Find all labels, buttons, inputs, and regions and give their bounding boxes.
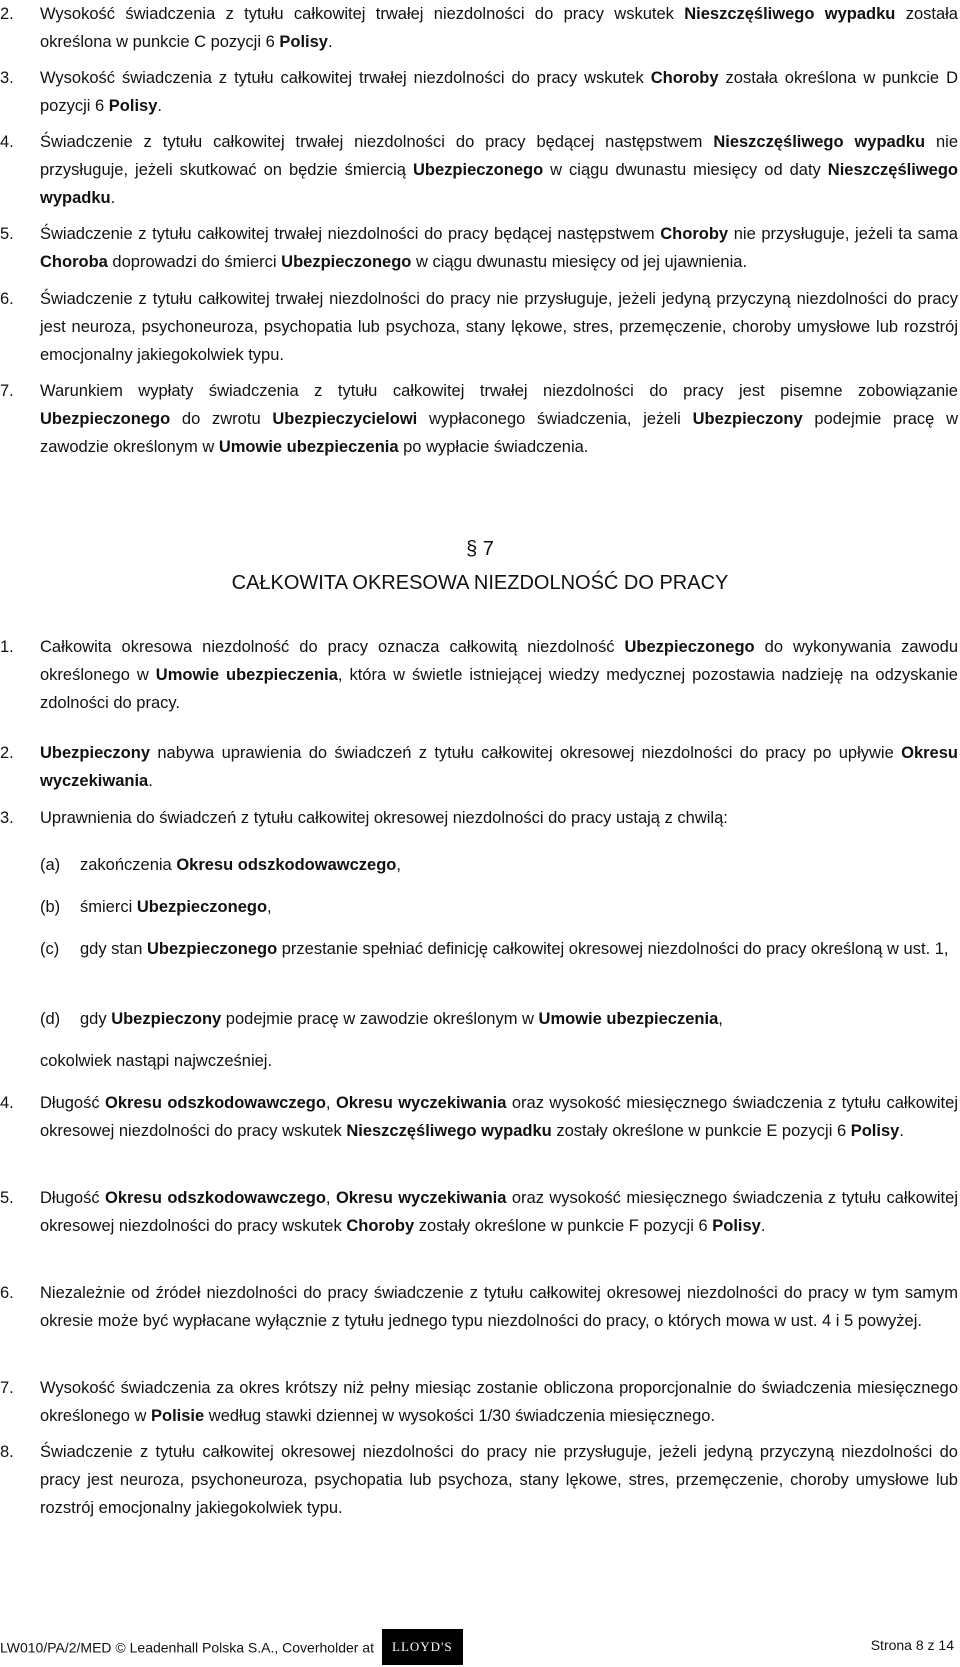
text-run: podejmie pracę w zawodzie określonym w bbox=[221, 1010, 539, 1028]
defined-term: Ubezpieczonego bbox=[146, 940, 278, 958]
text-run: do wykonywania zawodu określonego w bbox=[40, 638, 958, 684]
item-number: 5. bbox=[0, 225, 14, 243]
defined-term: Nieszczęśliwego wypadku bbox=[346, 1122, 552, 1140]
defined-term: Ubezpieczonego bbox=[624, 638, 755, 656]
text-run: zostały określone w punkcie F pozycji 6 bbox=[414, 1217, 713, 1235]
defined-term: Choroby bbox=[660, 225, 729, 243]
defined-term: Ubezpieczycielowi bbox=[272, 410, 418, 428]
text-run: wypłaconego świadczenia, jeżeli bbox=[417, 410, 693, 428]
sub-item-text bbox=[80, 935, 958, 963]
text-run: w ciągu dwunastu miesięcy od jej ujawnienia. bbox=[411, 253, 748, 271]
text-run: gdy stan bbox=[80, 940, 147, 958]
text-run: śmierci bbox=[80, 898, 137, 916]
defined-term: Ubezpieczonego bbox=[40, 410, 171, 428]
defined-term: Ubezpieczonego bbox=[412, 161, 544, 179]
defined-term: Polisy bbox=[279, 33, 328, 51]
item-text bbox=[40, 220, 958, 276]
text-run: po wypłacie świadczenia. bbox=[398, 438, 589, 456]
defined-term: Nieszczęśliwego wypadku bbox=[684, 5, 896, 23]
item-text bbox=[40, 1279, 958, 1335]
item-number: 6. bbox=[0, 1284, 14, 1302]
item-text bbox=[40, 1438, 958, 1522]
text-run: Niezależnie od źródeł niezdolności do pracy świadczenie z tytułu całkowitej okresowej niezdolności do pracy w tym samym okresie może być wypłacane wyłącznie z tytułu jednego typu niezdolności do pracy, o których mowa w ust. 4 i 5 powyżej. bbox=[40, 1284, 958, 1330]
text-run: Wysokość świadczenia z tytułu całkowitej trwałej niezdolności do pracy wskutek bbox=[40, 69, 651, 87]
defined-term: Okresu wyczekiwania bbox=[40, 744, 958, 790]
text-run: została określona w punkcie C pozycji 6 bbox=[40, 5, 958, 51]
text-run: Całkowita okresowa niezdolność do pracy oznacza całkowitą niezdolność bbox=[40, 638, 625, 656]
sub-item-label: (b) bbox=[40, 898, 61, 916]
text-run: Świadczenie z tytułu całkowitej okresowej niezdolności do pracy nie przysługuje, jeżeli jedyną przyczyną niezdolności do pracy jest neuroza, psychoneuroza, psychopatia lub psychoza, stany lękowe, stres, przemęczenie, choroby umysłowe lub rozstrój emocjonalny jakiegokolwiek typu. bbox=[40, 1443, 958, 1517]
defined-term: Okresu odszkodowawczego bbox=[176, 856, 397, 874]
text-run: zostały określone w punkcie E pozycji 6 bbox=[551, 1122, 851, 1140]
text-run: , bbox=[325, 1094, 336, 1112]
text-run: Długość bbox=[40, 1189, 106, 1207]
item-text bbox=[40, 0, 958, 56]
defined-term: Okresu odszkodowawczego bbox=[105, 1094, 326, 1112]
text-run: nabywa uprawienia do świadczeń z tytułu całkowitej okresowej niezdolności do pracy po upływie bbox=[150, 744, 902, 762]
item-text bbox=[40, 804, 958, 832]
text-run: . bbox=[110, 189, 116, 207]
defined-term: Choroby bbox=[346, 1217, 415, 1235]
sub-item-label: (c) bbox=[40, 940, 60, 958]
text-run: Uprawnienia do świadczeń z tytułu całkowitej okresowej niezdolności do pracy ustają z chwilą: bbox=[40, 809, 728, 827]
item-text bbox=[40, 285, 958, 369]
item-number: 3. bbox=[0, 809, 14, 827]
defined-term: Polisy bbox=[712, 1217, 761, 1235]
sub-item-text bbox=[80, 893, 958, 921]
item-text bbox=[40, 377, 958, 461]
section-title: CAŁKOWITA OKRESOWA NIEZDOLNOŚĆ DO PRACY bbox=[231, 572, 729, 594]
defined-term: Okresu wyczekiwania bbox=[335, 1189, 507, 1207]
text-run: przestanie spełniać definicję całkowitej okresowej niezdolności do pracy określoną w ust. 1, bbox=[277, 940, 949, 958]
defined-term: Polisy bbox=[850, 1122, 900, 1140]
text-run: Wysokość świadczenia z tytułu całkowitej trwałej niezdolności do pracy wskutek bbox=[40, 5, 685, 23]
text-run: nie przysługuje, jeżeli skutkować on będzie śmiercią bbox=[40, 133, 959, 179]
lloyds-logo: LLOYD'S bbox=[382, 1629, 463, 1665]
sub-item-label: (a) bbox=[40, 856, 61, 874]
text-run: Wysokość świadczenia za okres krótszy niż pełny miesiąc zostanie obliczona proporcjonalnie do świadczenia miesięcznego określonego w bbox=[40, 1379, 958, 1425]
defined-term: Umowie ubezpieczenia bbox=[155, 666, 338, 684]
text-run: . bbox=[148, 772, 153, 790]
defined-term: Nieszczęśliwego wypadku bbox=[40, 161, 959, 207]
item-number: 7. bbox=[0, 1379, 14, 1397]
item-text bbox=[40, 1374, 958, 1430]
text-run: . bbox=[327, 33, 333, 51]
text-run: . bbox=[157, 97, 162, 115]
text-run: Świadczenie z tytułu całkowitej trwałej niezdolności do pracy nie przysługuje, jeżeli jedyną przyczyną niezdolności do pracy jest neuroza, psychoneuroza, psychopatia lub psychoza, stany lękowe, stres, przemęczenie, choroby umysłowe lub rozstrój emocjonalny jakiegokolwiek typu. bbox=[40, 290, 958, 364]
item-number: 2. bbox=[0, 5, 14, 23]
item-text bbox=[40, 128, 958, 212]
item-number: 1. bbox=[0, 638, 14, 656]
sub-item-label: (d) bbox=[40, 1010, 61, 1028]
item-number: 6. bbox=[0, 290, 14, 308]
item-number: 7. bbox=[0, 382, 14, 400]
text-run: do zwrotu bbox=[170, 410, 273, 428]
text-run: . bbox=[760, 1217, 766, 1235]
text-run: według stawki dziennej w wysokości 1/30 świadczenia miesięcznego. bbox=[204, 1407, 716, 1425]
text-run: oraz wysokość miesięcznego świadczenia z tytułu całkowitej okresowej niezdolności do pracy wskutek bbox=[40, 1094, 958, 1140]
defined-term: Umowie ubezpieczenia bbox=[218, 438, 399, 456]
defined-term: Umowie ubezpieczenia bbox=[538, 1010, 719, 1028]
defined-term: Okresu wyczekiwania bbox=[335, 1094, 507, 1112]
text-run: nie przysługuje, jeżeli ta sama bbox=[728, 225, 958, 243]
item-text bbox=[40, 1089, 958, 1145]
footer-copyright: LW010/PA/2/MED © Leadenhall Polska S.A., Coverholder at bbox=[0, 1639, 374, 1656]
text-run: w ciągu dwunastu miesięcy od daty bbox=[543, 161, 828, 179]
text-run: zakończenia bbox=[80, 856, 177, 874]
defined-term: Ubezpieczony bbox=[111, 1010, 222, 1028]
defined-term: Ubezpieczony bbox=[692, 410, 803, 428]
defined-term: Ubezpieczonego bbox=[136, 898, 268, 916]
item-number: 4. bbox=[0, 1094, 14, 1112]
text-run: podejmie pracę w zawodzie określonym w bbox=[40, 410, 958, 456]
text-run: , bbox=[718, 1010, 723, 1028]
page-number: Strona 8 z 14 bbox=[870, 1637, 954, 1653]
defined-term: Polisy bbox=[108, 97, 158, 115]
sub-item-text bbox=[80, 851, 958, 879]
item-number: 8. bbox=[0, 1443, 14, 1461]
item-number: 5. bbox=[0, 1189, 14, 1207]
text-run: Długość bbox=[40, 1094, 106, 1112]
defined-term: Okresu odszkodowawczego bbox=[105, 1189, 326, 1207]
item-number: 2. bbox=[0, 744, 14, 762]
item-text bbox=[40, 739, 958, 795]
item-text bbox=[40, 633, 958, 717]
text-run: , która w świetle istniejącej wiedzy medycznej pozostawia nadzieję na odzyskanie zdolności do pracy. bbox=[40, 666, 958, 712]
defined-term: Choroba bbox=[40, 253, 108, 271]
defined-term: Nieszczęśliwego wypadku bbox=[713, 133, 926, 151]
text-run: doprowadzi do śmierci bbox=[107, 253, 282, 271]
item-number: 4. bbox=[0, 133, 14, 151]
item-number: 3. bbox=[0, 69, 14, 87]
defined-term: Polisie bbox=[150, 1407, 205, 1425]
text-run: . bbox=[899, 1122, 904, 1140]
defined-term: Ubezpieczony bbox=[40, 744, 151, 762]
defined-term: Choroby bbox=[650, 69, 719, 87]
closing-line: cokolwiek nastąpi najwcześniej. bbox=[40, 1052, 273, 1070]
text-run: , bbox=[325, 1189, 336, 1207]
text-run: Świadczenie z tytułu całkowitej trwałej niezdolności do pracy będącej następstwem bbox=[40, 133, 714, 151]
section-paragraph-symbol: § 7 bbox=[466, 538, 494, 560]
defined-term: Ubezpieczonego bbox=[281, 253, 412, 271]
item-text bbox=[40, 64, 958, 120]
text-run: Warunkiem wypłaty świadczenia z tytułu całkowitej trwałej niezdolności do pracy jest pisemne zobowiązanie bbox=[40, 382, 958, 400]
item-text bbox=[40, 1184, 958, 1240]
text-run: , bbox=[396, 856, 401, 874]
text-run: Świadczenie z tytułu całkowitej trwałej niezdolności do pracy będącej następstwem bbox=[40, 225, 661, 243]
sub-item-text bbox=[80, 1005, 958, 1033]
text-run: została określona w punkcie D pozycji 6 bbox=[40, 69, 958, 115]
text-run: gdy bbox=[80, 1010, 112, 1028]
footer-left bbox=[0, 1631, 463, 1667]
text-run: oraz wysokość miesięcznego świadczenia z tytułu całkowitej okresowej niezdolności do pracy wskutek bbox=[40, 1189, 958, 1235]
text-run: , bbox=[267, 898, 272, 916]
